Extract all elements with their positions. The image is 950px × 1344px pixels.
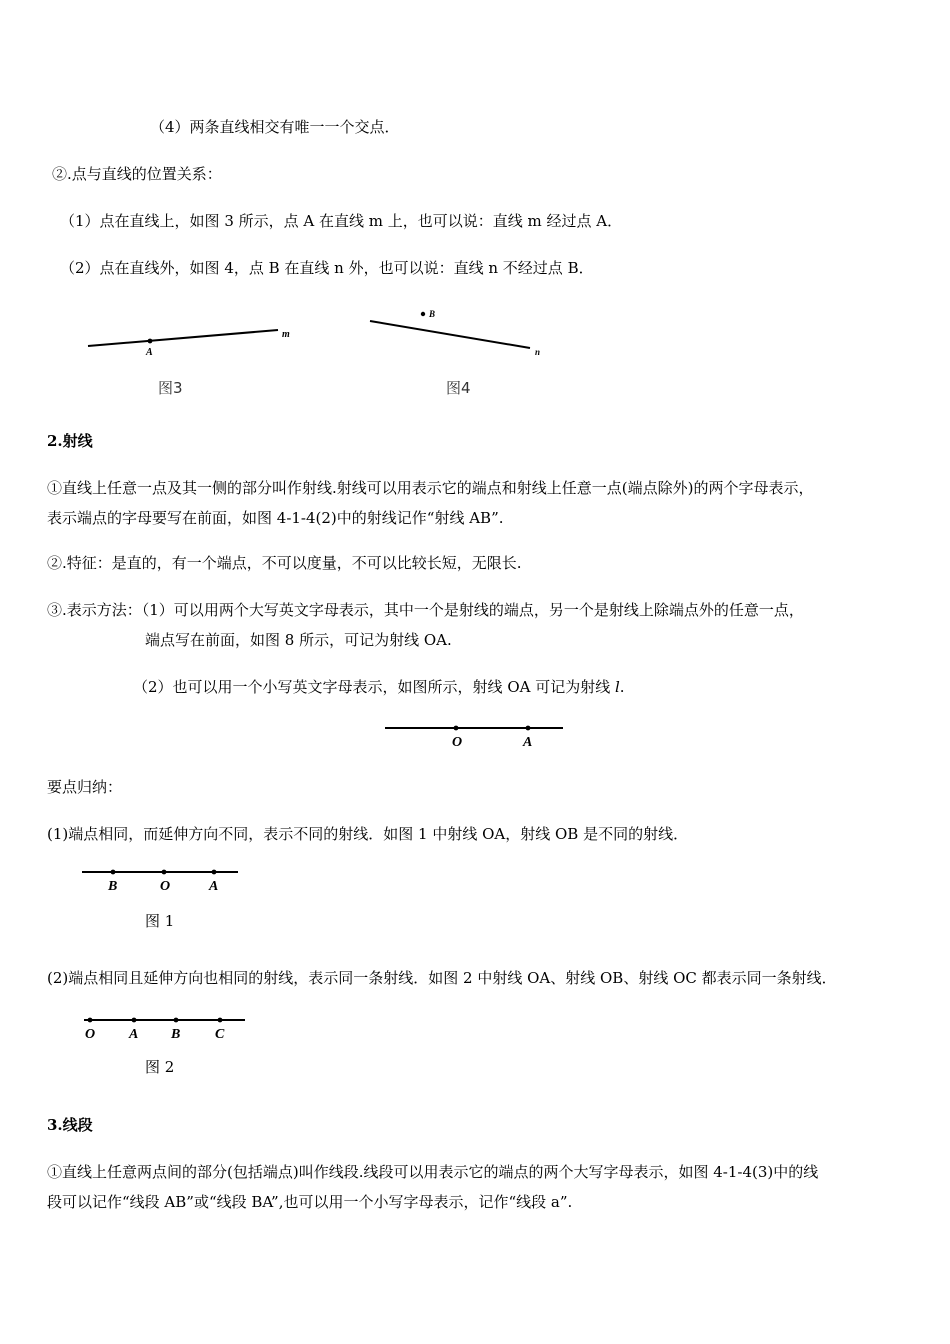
figure-ray-oa xyxy=(383,720,568,752)
line-n-label: n xyxy=(535,347,541,357)
point-a-label: A xyxy=(209,879,219,894)
ray-notation-2 xyxy=(133,677,625,697)
point-b-label: B xyxy=(171,1027,181,1042)
figure-2-caption: 图 2 xyxy=(145,1058,175,1076)
point-o xyxy=(88,1018,93,1023)
point-line-item-2: （2）点在直线外，如图 4，点 B 在直线 n 外，也可以说：直线 n 不经过点 B． xyxy=(60,259,594,277)
point-a xyxy=(132,1018,137,1023)
ray-notation-2-variable: l xyxy=(614,678,620,696)
point-o-label: O xyxy=(452,735,463,750)
point-b-label: B xyxy=(108,879,118,894)
ray-notation-2-text: （2）也可以用一个小写英文字母表示，如图所示，射线 OA 可记为射线 xyxy=(133,678,615,696)
key-point-1: (1)端点相同，而延伸方向不同，表示不同的射线．如图 1 中射线 OA，射线 OB 是不同的射线． xyxy=(47,825,689,843)
point-b xyxy=(111,870,116,875)
point-a xyxy=(148,339,153,344)
point-a-label: A xyxy=(523,735,533,750)
ray-notation-line-1: ③.表示方法：（1）可以用两个大写英文字母表示，其中一个是射线的端点，另一个是射线上除端点外的任意一点， xyxy=(47,601,804,619)
segment-definition-line-2: 段可以记作“线段 AB”或“线段 BA”,也可以用一个小写字母表示，记作“线段 a”. xyxy=(47,1193,573,1211)
point-o xyxy=(162,870,167,875)
ray-notation-line-2: 端点写在前面，如图 8 所示，可记为射线 OA. xyxy=(145,631,452,649)
point-line-item-1: （1）点在直线上，如图 3 所示，点 A 在直线 m 上，也可以说：直线 m 经过点 A． xyxy=(60,212,623,230)
ray-definition-line-1: ①直线上任意一点及其一侧的部分叫作射线.射线可以用表示它的端点和射线上任意一点(端点除外)的两个字母表示， xyxy=(47,479,814,497)
point-o xyxy=(454,726,459,731)
point-a xyxy=(526,726,531,731)
figure-3-caption: 图3 xyxy=(158,379,183,397)
point-b-label: B xyxy=(429,309,436,319)
segment-heading: 3.线段 xyxy=(47,1116,93,1134)
line-m xyxy=(88,330,278,346)
ray-definition-line-2: 表示端点的字母要写在前面，如图 4-1-4(2)中的射线记作“射线 AB”. xyxy=(47,509,504,527)
point-c xyxy=(218,1018,223,1023)
line-m-label: m xyxy=(282,329,290,340)
figure-3 xyxy=(85,322,305,367)
line-n xyxy=(370,321,530,348)
key-points-heading: 要点归纳： xyxy=(47,778,123,796)
point-a-label: A xyxy=(129,1027,139,1042)
figure-4-caption: 图4 xyxy=(446,379,471,397)
point-c-label: C xyxy=(215,1027,225,1042)
point-o-label: O xyxy=(85,1027,96,1042)
point-b xyxy=(174,1018,179,1023)
figure-1 xyxy=(80,866,245,896)
point-a xyxy=(212,870,217,875)
point-b xyxy=(421,312,425,316)
point-a-label: A xyxy=(146,347,153,358)
intersect-item-4: （4）两条直线相交有唯一一个交点． xyxy=(150,118,400,136)
figure-4 xyxy=(365,305,565,360)
ray-feature: ②.特征：是直的，有一个端点，不可以度量，不可以比较长短，无限长. xyxy=(47,554,522,572)
key-point-2: (2)端点相同且延伸方向也相同的射线，表示同一条射线．如图 2 中射线 OA、射线 OB、射线 OC 都表示同一条射线． xyxy=(47,969,837,987)
ray-heading: 2.射线 xyxy=(47,432,93,450)
segment-definition-line-1: ①直线上任意两点间的部分(包括端点)叫作线段.线段可以用表示它的端点的两个大写字母表示，如图 4-1-4(3)中的线 xyxy=(47,1163,819,1181)
ray-notation-2-end: . xyxy=(619,678,625,696)
figure-1-caption: 图 1 xyxy=(145,912,175,930)
point-line-heading: ②.点与直线的位置关系： xyxy=(52,165,222,183)
point-o-label: O xyxy=(160,879,171,894)
figure-2 xyxy=(80,1013,250,1043)
